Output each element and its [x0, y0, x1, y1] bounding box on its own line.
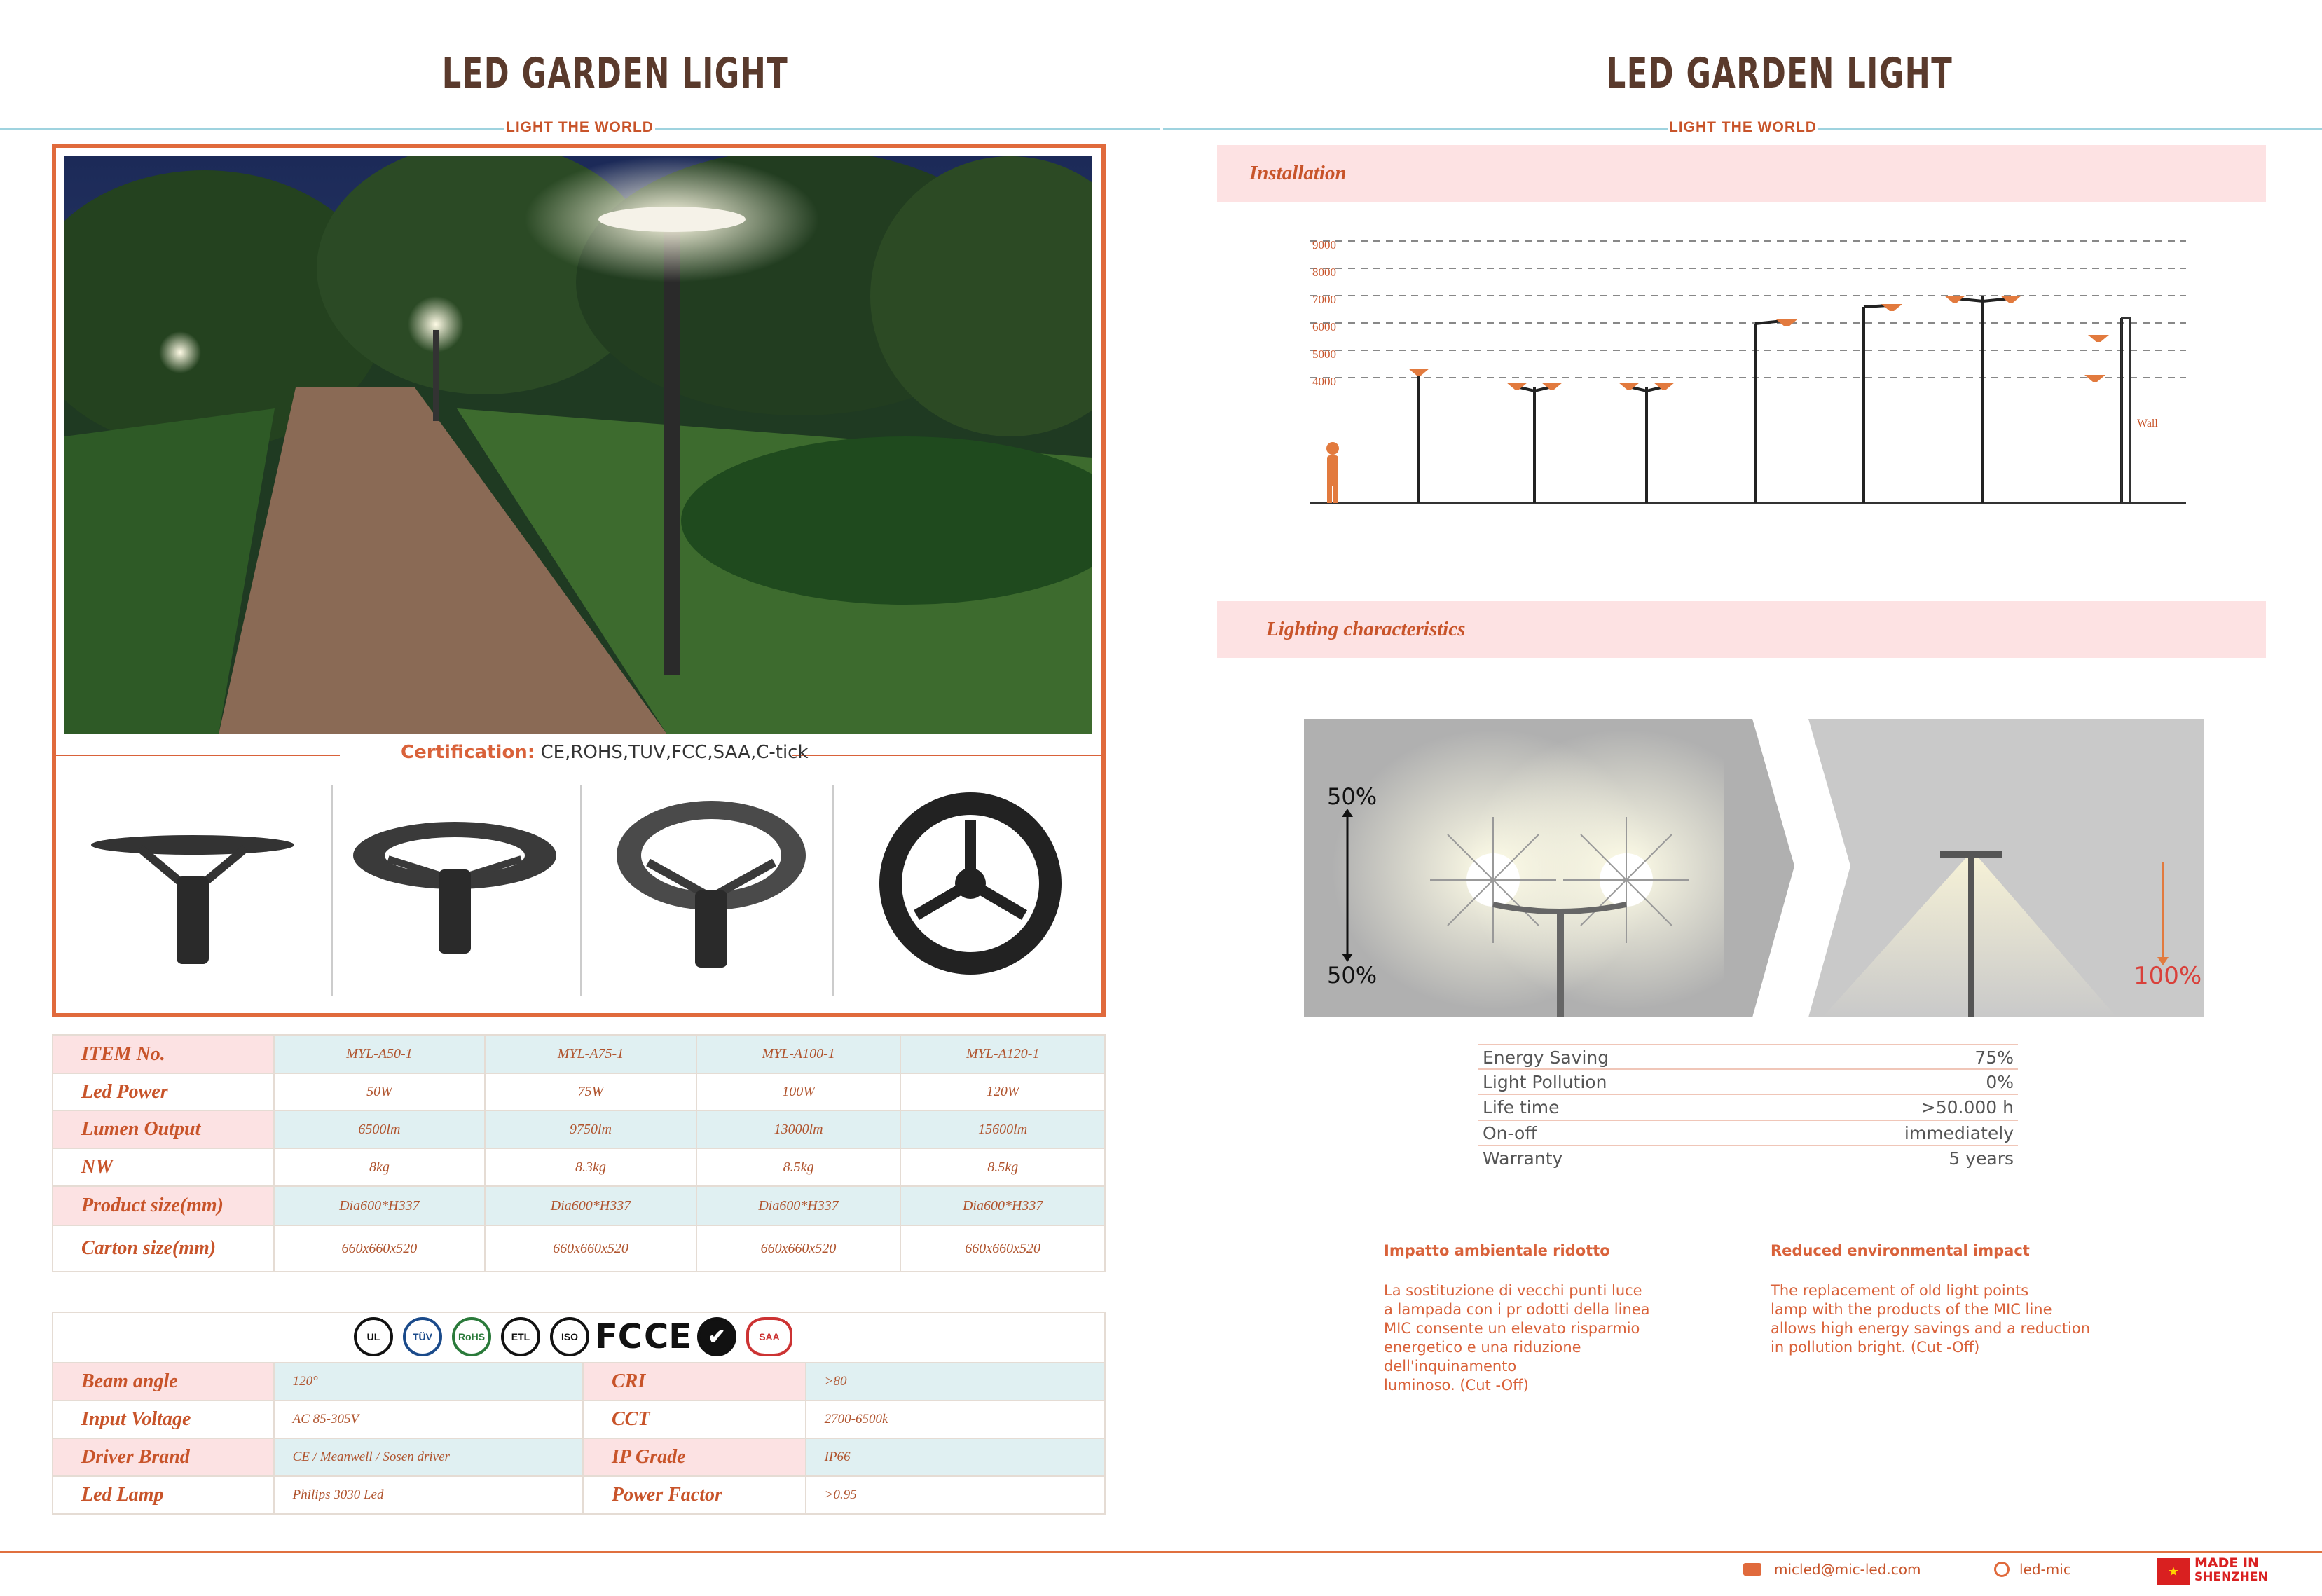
china-flag-icon: ★ [2157, 1558, 2190, 1585]
stat-name: Energy Saving [1483, 1047, 1609, 1068]
spec2-value: >80 [806, 1363, 1105, 1401]
italian-title: Impatto ambientale ridotto [1384, 1242, 1610, 1259]
spec-value: 75W [485, 1073, 696, 1110]
spec-value: 100W [696, 1073, 901, 1110]
product-photo [64, 156, 1092, 734]
spec2-label: Input Voltage [53, 1401, 274, 1438]
etl-logo-icon: ETL [501, 1317, 540, 1356]
english-line: The replacement of old light points [1771, 1282, 2029, 1299]
italian-line: a lampada con i pr odotti della linea [1384, 1301, 1650, 1318]
stat-value: immediately [1904, 1122, 2014, 1143]
email-icon [1743, 1563, 1761, 1576]
height-label: 6000 [1312, 320, 1336, 333]
skype-icon [1994, 1562, 2010, 1577]
stat-row [1478, 1070, 2018, 1096]
left-subtitle: LIGHT THE WORLD [506, 119, 654, 135]
spec2-label: CCT [583, 1401, 806, 1438]
spec-row [53, 1110, 1105, 1148]
spec-value: 660x660x520 [274, 1225, 486, 1272]
stat-value: >50.000 h [1921, 1097, 2014, 1117]
spec-value: 13000lm [696, 1110, 901, 1148]
spec-value: MYL-A50-1 [274, 1035, 486, 1073]
spec-value: MYL-A100-1 [696, 1035, 901, 1073]
thumb-separator [580, 785, 582, 996]
spec-value: 660x660x520 [485, 1225, 696, 1272]
spec2-value: IP66 [806, 1438, 1105, 1476]
installation-diagram [1303, 231, 2193, 511]
rohs-logo-icon: RoHS [452, 1317, 491, 1356]
spec-value: 9750lm [485, 1110, 696, 1148]
spec2-label: CRI [583, 1363, 806, 1401]
spec-value: 15600lm [900, 1110, 1105, 1148]
ctick-logo-icon: ✔ [697, 1317, 736, 1356]
spec-value: MYL-A120-1 [900, 1035, 1105, 1073]
certification-value: CE,ROHS,TUV,FCC,SAA,C-tick [535, 742, 809, 763]
made-in-line1: MADE IN [2194, 1555, 2259, 1571]
left-header-rule-right [655, 128, 1160, 130]
spec2-value: CE / Meanwell / Sosen driver [274, 1438, 583, 1476]
stat-row [1478, 1095, 2018, 1121]
footer-skype[interactable]: led-mic [2019, 1561, 2071, 1578]
height-label: 5000 [1312, 348, 1336, 361]
spec-value: 8.5kg [696, 1148, 901, 1186]
spec-label: NW [53, 1148, 274, 1186]
spec-value: 6500lm [274, 1110, 486, 1148]
left-page-title: LED GARDEN LIGHT [441, 49, 789, 98]
spec-row [53, 1225, 1105, 1272]
installation-band [1217, 145, 2266, 202]
cert-rule-right [792, 755, 1101, 756]
spec2-row [53, 1363, 1105, 1401]
height-label: 4000 [1312, 375, 1336, 388]
spec-value: 8kg [274, 1148, 486, 1186]
spec2-value: Philips 3030 Led [274, 1476, 583, 1514]
made-in-badge [2194, 1556, 2268, 1584]
left-header-rule [0, 128, 504, 130]
stat-name: On-off [1483, 1122, 1537, 1143]
product-frame [52, 144, 1106, 1017]
saa-logo-icon: SAA [746, 1317, 792, 1356]
spec2-label: IP Grade [583, 1438, 806, 1476]
english-line: in pollution bright. (Cut -Off) [1771, 1339, 1980, 1356]
stat-name: Life time [1483, 1097, 1560, 1117]
stat-name: Warranty [1483, 1148, 1563, 1169]
certification-line [401, 742, 809, 763]
installation-label: Installation [1249, 162, 1347, 184]
height-label: 8000 [1312, 266, 1336, 279]
product-view-top [855, 778, 1086, 989]
spec-value: Dia600*H337 [900, 1186, 1105, 1225]
thumb-separator [331, 785, 333, 996]
spec-value: 660x660x520 [900, 1225, 1105, 1272]
tuv-logo-icon: TÜV [403, 1317, 442, 1356]
product-view-bottom [596, 778, 827, 989]
italian-line: luminoso. (Cut -Off) [1384, 1377, 1529, 1394]
spec-label: Led Power [53, 1073, 274, 1110]
italian-line: dell'inquinamento [1384, 1358, 1517, 1375]
spec-row [53, 1073, 1105, 1110]
english-line: lamp with the products of the MIC line [1771, 1301, 2052, 1318]
spec2-value: 2700-6500k [806, 1401, 1105, 1438]
right-header-rule-right [1818, 128, 2322, 130]
spec2-row [53, 1476, 1105, 1514]
spec-value: Dia600*H337 [696, 1186, 901, 1225]
stat-row [1478, 1146, 2018, 1172]
iso-logo-icon: ISO [550, 1317, 589, 1356]
right-header-rule [1163, 128, 1668, 130]
spec-value: 50W [274, 1073, 486, 1110]
spec-value: MYL-A75-1 [485, 1035, 696, 1073]
english-text-block [1771, 1241, 2163, 1357]
diagram-right-pct: 100% [2134, 962, 2202, 990]
spec2-value: >0.95 [806, 1476, 1105, 1514]
spec-table [52, 1034, 1106, 1272]
spec-value: 8.5kg [900, 1148, 1105, 1186]
cert-logos [354, 1317, 792, 1356]
diagram-bottom-pct: 50% [1327, 962, 1378, 989]
spec-label: ITEM No. [53, 1035, 274, 1073]
english-line: allows high energy savings and a reduction [1771, 1320, 2091, 1337]
height-label: 7000 [1312, 293, 1336, 306]
right-subtitle: LIGHT THE WORLD [1669, 119, 1817, 135]
spec2-row [53, 1438, 1105, 1476]
spec-row [53, 1148, 1105, 1186]
english-title: Reduced environmental impact [1771, 1242, 2030, 1259]
stat-row [1478, 1044, 2018, 1070]
spec2-label: Beam angle [53, 1363, 274, 1401]
italian-line: MIC consente un elevato risparmio [1384, 1320, 1640, 1337]
wall-label: Wall [2137, 418, 2158, 429]
made-in-line2: SHENZHEN [2194, 1570, 2268, 1584]
stat-row [1478, 1121, 2018, 1147]
spec-value: 660x660x520 [696, 1225, 901, 1272]
height-label: 9000 [1312, 238, 1336, 252]
spec-row [53, 1035, 1105, 1073]
spec2-label: Driver Brand [53, 1438, 274, 1476]
spec2-label: Power Factor [583, 1476, 806, 1514]
product-view-side [77, 778, 308, 989]
spec-value: 120W [900, 1073, 1105, 1110]
spec-label: Lumen Output [53, 1110, 274, 1148]
italian-line: energetico e una riduzione [1384, 1339, 1581, 1356]
spec2-value: 120° [274, 1363, 583, 1401]
stat-value: 5 years [1949, 1148, 2014, 1169]
thumb-separator [832, 785, 834, 996]
ul-logo-icon: UL [354, 1317, 393, 1356]
italian-line: La sostituzione di vecchi punti luce [1384, 1282, 1642, 1299]
spec2-value: AC 85-305V [274, 1401, 583, 1438]
spec-row [53, 1186, 1105, 1225]
cert-rule-left [56, 755, 340, 756]
spec2-row [53, 1401, 1105, 1438]
footer-rule [0, 1551, 2322, 1553]
spec2-label: Led Lamp [53, 1476, 274, 1514]
footer-email[interactable]: micled@mic-led.com [1774, 1561, 1921, 1578]
stat-value: 0% [1986, 1071, 2014, 1092]
lighting-band [1217, 601, 2266, 658]
ce-logo-icon: CE [644, 1317, 692, 1356]
stat-name: Light Pollution [1483, 1071, 1607, 1092]
spec-value: Dia600*H337 [274, 1186, 486, 1225]
spec-value: Dia600*H337 [485, 1186, 696, 1225]
fcc-logo-icon: FC [595, 1317, 643, 1356]
lighting-label: Lighting characteristics [1266, 618, 1466, 640]
lighting-diagram [1304, 719, 2204, 1017]
spec-label: Carton size(mm) [53, 1225, 274, 1272]
product-view-angle [339, 778, 570, 989]
right-page-title: LED GARDEN LIGHT [1606, 49, 1953, 98]
diagram-top-pct: 50% [1327, 783, 1378, 810]
spec-label: Product size(mm) [53, 1186, 274, 1225]
stat-value: 75% [1974, 1047, 2014, 1068]
certification-label: Certification: [401, 742, 535, 763]
italian-text-block [1384, 1241, 1713, 1395]
stats-list [1478, 1044, 2018, 1172]
spec-table-2 [52, 1362, 1106, 1515]
spec-value: 8.3kg [485, 1148, 696, 1186]
